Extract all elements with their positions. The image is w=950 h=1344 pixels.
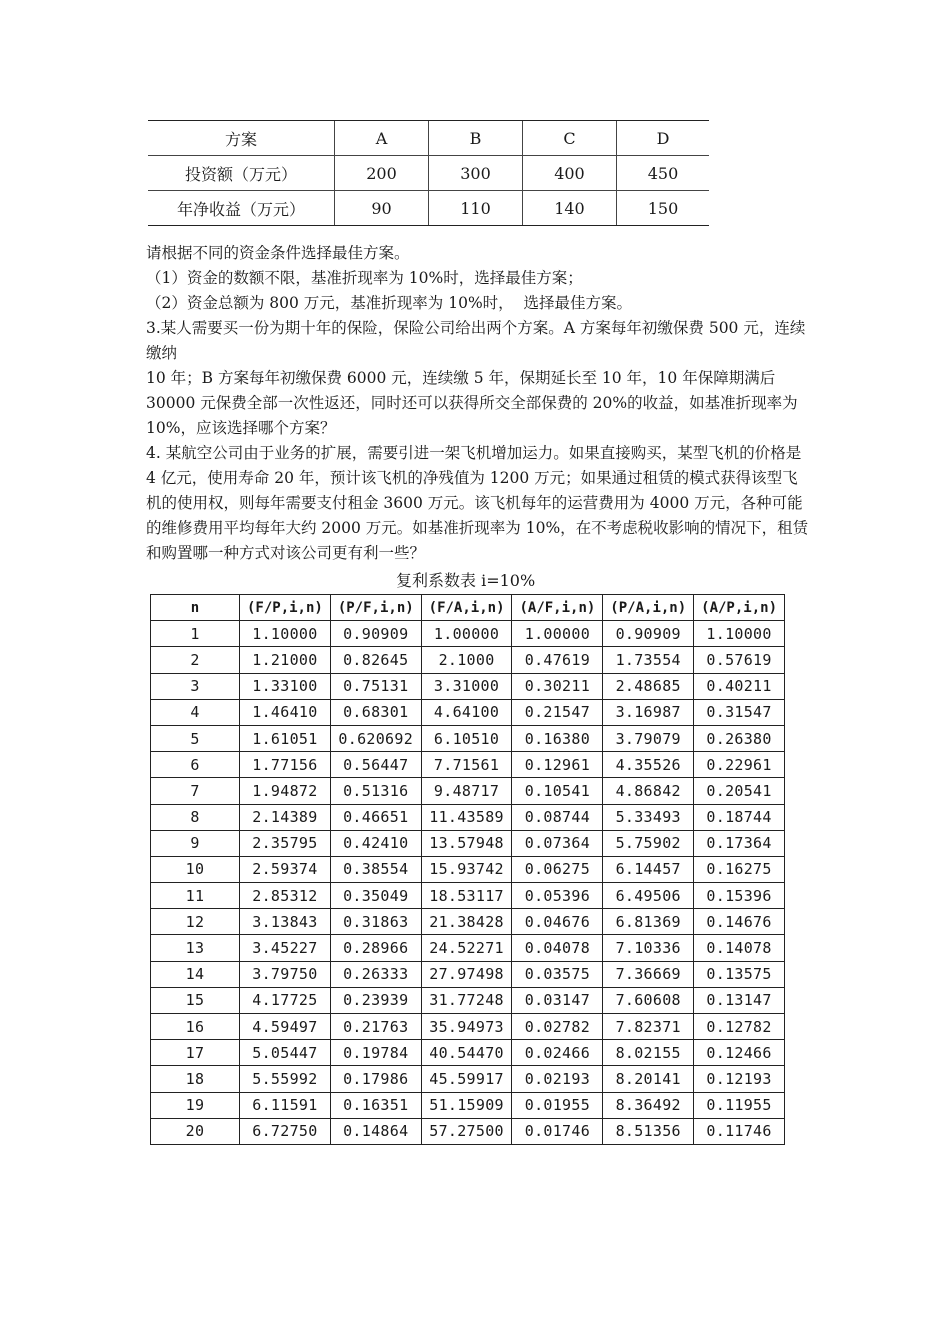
plan-cell: C: [522, 121, 616, 156]
table-cell: 3.31000: [421, 673, 512, 699]
table-cell: 0.23939: [330, 987, 421, 1013]
table-cell: 15: [151, 987, 240, 1013]
table-cell: 0.01955: [512, 1092, 603, 1118]
table-cell: 4: [151, 699, 240, 725]
table-row: [151, 1014, 785, 1040]
table-cell: 4.59497: [240, 1014, 331, 1040]
table-row: [151, 909, 785, 935]
plan-header-label: 方案: [148, 121, 335, 156]
table-cell: 4.86842: [603, 778, 694, 804]
table-row: [151, 778, 785, 804]
table-cell: 2.1000: [421, 647, 512, 673]
table-cell: 0.51316: [330, 778, 421, 804]
table-cell: 0.12782: [694, 1014, 785, 1040]
table-cell: 0.07364: [512, 830, 603, 856]
table-cell: 0.13147: [694, 987, 785, 1013]
income-label: 年净收益（万元）: [148, 191, 335, 226]
table-cell: 0.75131: [330, 673, 421, 699]
table-cell: 0.19784: [330, 1040, 421, 1066]
table-cell: 0.46651: [330, 804, 421, 830]
table-cell: 5.33493: [603, 804, 694, 830]
table-row: [151, 856, 785, 882]
table-cell: 0.16380: [512, 725, 603, 751]
paragraph-question-1: （1）资金的数额不限，基准折现率为 10%时，选择最佳方案；: [146, 269, 583, 287]
table-cell: 0.17986: [330, 1066, 421, 1092]
table-cell: 2.48685: [603, 673, 694, 699]
income-cell: 150: [616, 191, 709, 226]
table-cell: 3.16987: [603, 699, 694, 725]
table-cell: 0.56447: [330, 752, 421, 778]
table-cell: 17: [151, 1040, 240, 1066]
table-cell: 2.14389: [240, 804, 331, 830]
table-row: [151, 1066, 785, 1092]
table-cell: 0.68301: [330, 699, 421, 725]
table-row: [151, 699, 785, 725]
table-cell: 8.02155: [603, 1040, 694, 1066]
investment-cell: 450: [616, 156, 709, 191]
table-cell: 19: [151, 1092, 240, 1118]
table-cell: 0.42410: [330, 830, 421, 856]
table-cell: 0.05396: [512, 883, 603, 909]
table-cell: 10: [151, 856, 240, 882]
table-cell: 11.43589: [421, 804, 512, 830]
table-cell: 1.21000: [240, 647, 331, 673]
table-cell: 4.17725: [240, 987, 331, 1013]
table-cell: 0.11955: [694, 1092, 785, 1118]
table-cell: 0.620692: [330, 725, 421, 751]
table-cell: 0.31863: [330, 909, 421, 935]
factor-header-row: [151, 595, 785, 621]
table-cell: 24.52271: [421, 935, 512, 961]
table-row: [151, 883, 785, 909]
table-cell: 8: [151, 804, 240, 830]
paragraph-instruction: 请根据不同的资金条件选择最佳方案。: [146, 244, 410, 262]
investment-cell: 300: [428, 156, 522, 191]
table-cell: 6.10510: [421, 725, 512, 751]
table-cell: 0.03575: [512, 961, 603, 987]
table-cell: 8.36492: [603, 1092, 694, 1118]
income-row: [148, 191, 709, 226]
table-cell: 20: [151, 1118, 240, 1144]
table-cell: 0.01746: [512, 1118, 603, 1144]
table-cell: 2.85312: [240, 883, 331, 909]
table-cell: 0.18744: [694, 804, 785, 830]
table-row: [151, 804, 785, 830]
table-cell: 0.22961: [694, 752, 785, 778]
table-cell: 0.10541: [512, 778, 603, 804]
table-cell: 12: [151, 909, 240, 935]
table-cell: 0.03147: [512, 987, 603, 1013]
header-fp: (F/P,i,n): [240, 595, 331, 621]
factor-table-body: [151, 621, 785, 1145]
table-cell: 0.02466: [512, 1040, 603, 1066]
table-cell: 0.14864: [330, 1118, 421, 1144]
header-pa: (P/A,i,n): [603, 595, 694, 621]
table-cell: 0.35049: [330, 883, 421, 909]
table-cell: 0.38554: [330, 856, 421, 882]
table-cell: 0.57619: [694, 647, 785, 673]
table-cell: 57.27500: [421, 1118, 512, 1144]
table-cell: 7.36669: [603, 961, 694, 987]
table-cell: 6.81369: [603, 909, 694, 935]
table-cell: 0.28966: [330, 935, 421, 961]
table-cell: 11: [151, 883, 240, 909]
paragraph-question-2: （2）资金总额为 800 万元，基准折现率为 10%时， 选择最佳方案。: [146, 294, 633, 312]
investment-cell: 400: [522, 156, 616, 191]
table-cell: 35.94973: [421, 1014, 512, 1040]
header-n: n: [151, 595, 240, 621]
table-cell: 18: [151, 1066, 240, 1092]
table-cell: 15.93742: [421, 856, 512, 882]
table-cell: 0.90909: [603, 621, 694, 647]
table-row: [151, 1092, 785, 1118]
table-cell: 0.26333: [330, 961, 421, 987]
table-cell: 9.48717: [421, 778, 512, 804]
table-row: [151, 725, 785, 751]
table-row: [151, 987, 785, 1013]
table-cell: 0.12466: [694, 1040, 785, 1066]
table-cell: 0.17364: [694, 830, 785, 856]
table-cell: 0.90909: [330, 621, 421, 647]
table-cell: 7.82371: [603, 1014, 694, 1040]
table-row: [151, 621, 785, 647]
table-cell: 40.54470: [421, 1040, 512, 1066]
table-cell: 45.59917: [421, 1066, 512, 1092]
plan-cell: A: [335, 121, 429, 156]
table-cell: 1.94872: [240, 778, 331, 804]
table-cell: 7: [151, 778, 240, 804]
factor-table-title: 复利系数表 i=10%: [396, 571, 536, 590]
table-cell: 7.71561: [421, 752, 512, 778]
table-cell: 1.33100: [240, 673, 331, 699]
table-cell: 1.61051: [240, 725, 331, 751]
table-cell: 2: [151, 647, 240, 673]
table-row: [151, 752, 785, 778]
table-cell: 0.20541: [694, 778, 785, 804]
table-cell: 1.46410: [240, 699, 331, 725]
table-cell: 6.72750: [240, 1118, 331, 1144]
table-cell: 6.11591: [240, 1092, 331, 1118]
investment-cell: 200: [335, 156, 429, 191]
table-cell: 0.14676: [694, 909, 785, 935]
table-cell: 2.35795: [240, 830, 331, 856]
table-cell: 16: [151, 1014, 240, 1040]
table-row: [151, 673, 785, 699]
header-ap: (A/P,i,n): [694, 595, 785, 621]
table-row: [151, 1118, 785, 1144]
plan-cell: D: [616, 121, 709, 156]
investment-label: 投资额（万元）: [148, 156, 335, 191]
table-cell: 6.14457: [603, 856, 694, 882]
table-cell: 0.08744: [512, 804, 603, 830]
table-cell: 8.51356: [603, 1118, 694, 1144]
table-cell: 3.13843: [240, 909, 331, 935]
table-cell: 0.12193: [694, 1066, 785, 1092]
header-pf: (P/F,i,n): [330, 595, 421, 621]
table-cell: 5: [151, 725, 240, 751]
table-cell: 5.75902: [603, 830, 694, 856]
table-cell: 0.04676: [512, 909, 603, 935]
table-cell: 1.00000: [421, 621, 512, 647]
table-cell: 0.06275: [512, 856, 603, 882]
table-cell: 3.79079: [603, 725, 694, 751]
table-cell: 0.04078: [512, 935, 603, 961]
table-cell: 0.16275: [694, 856, 785, 882]
plan-cell: B: [428, 121, 522, 156]
income-cell: 140: [522, 191, 616, 226]
table-cell: 2.59374: [240, 856, 331, 882]
income-cell: 90: [335, 191, 429, 226]
table-cell: 3.79750: [240, 961, 331, 987]
header-fa: (F/A,i,n): [421, 595, 512, 621]
table-cell: 0.14078: [694, 935, 785, 961]
table-cell: 7.60608: [603, 987, 694, 1013]
table-cell: 1.77156: [240, 752, 331, 778]
table-cell: 0.40211: [694, 673, 785, 699]
table-cell: 0.02782: [512, 1014, 603, 1040]
table-cell: 0.02193: [512, 1066, 603, 1092]
paragraph-problem-4: 4. 某航空公司由于业务的扩展，需要引进一架飞机增加运力。如果直接购买，某型飞机的价格是 4 亿元，使用寿命 20 年，预计该飞机的净残值为 1200 万元；如果通过租赁的模式获得该型飞机的使用权，则每年需要支付租金 3600 万元。该飞机每年的运营费用为 4000 万元，各种可能的维修费用平均每年大约 2000 万元。如基准折现率为 10%，在不考虑税收影响的情况下，租赁和购置哪一种方式对该公司更有利一些？: [146, 444, 809, 562]
table-cell: 0.21547: [512, 699, 603, 725]
table-cell: 4.35526: [603, 752, 694, 778]
plan-header-row: [148, 121, 709, 156]
table-cell: 51.15909: [421, 1092, 512, 1118]
table-cell: 18.53117: [421, 883, 512, 909]
table-cell: 31.77248: [421, 987, 512, 1013]
table-row: [151, 830, 785, 856]
table-cell: 13: [151, 935, 240, 961]
table-cell: 0.82645: [330, 647, 421, 673]
table-cell: 0.13575: [694, 961, 785, 987]
table-cell: 6: [151, 752, 240, 778]
table-cell: 0.16351: [330, 1092, 421, 1118]
table-cell: 0.21763: [330, 1014, 421, 1040]
table-cell: 1.10000: [694, 621, 785, 647]
table-cell: 6.49506: [603, 883, 694, 909]
table-cell: 1.73554: [603, 647, 694, 673]
table-cell: 21.38428: [421, 909, 512, 935]
table-cell: 4.64100: [421, 699, 512, 725]
table-cell: 27.97498: [421, 961, 512, 987]
table-cell: 0.26380: [694, 725, 785, 751]
table-row: [151, 1040, 785, 1066]
paragraph-problem-3b: 10 年；B 方案每年初缴保费 6000 元，连续缴 5 年，保期延长至 10 年，10 年保障期满后 30000 元保费全部一次性返还，同时还可以获得所交全部保费的 20%的收益，如基准折现率为 10%，应该选择哪个方案？: [146, 369, 803, 437]
table-cell: 5.55992: [240, 1066, 331, 1092]
table-cell: 7.10336: [603, 935, 694, 961]
table-row: [151, 935, 785, 961]
table-cell: 14: [151, 961, 240, 987]
compound-interest-table: [150, 594, 785, 1145]
table-cell: 0.12961: [512, 752, 603, 778]
table-cell: 1: [151, 621, 240, 647]
table-cell: 8.20141: [603, 1066, 694, 1092]
table-row: [151, 647, 785, 673]
investment-row: [148, 156, 709, 191]
table-cell: 5.05447: [240, 1040, 331, 1066]
paragraph-problem-3a: 3.某人需要买一份为期十年的保险，保险公司给出两个方案。A 方案每年初缴保费 500 元，连续缴纳: [146, 319, 806, 362]
plan-table: [148, 120, 709, 226]
table-cell: 1.00000: [512, 621, 603, 647]
table-cell: 0.11746: [694, 1118, 785, 1144]
header-af: (A/F,i,n): [512, 595, 603, 621]
table-cell: 9: [151, 830, 240, 856]
table-cell: 0.15396: [694, 883, 785, 909]
table-cell: 0.31547: [694, 699, 785, 725]
table-cell: 0.30211: [512, 673, 603, 699]
income-cell: 110: [428, 191, 522, 226]
table-cell: 3: [151, 673, 240, 699]
table-cell: 0.47619: [512, 647, 603, 673]
table-cell: 1.10000: [240, 621, 331, 647]
table-cell: 13.57948: [421, 830, 512, 856]
table-cell: 3.45227: [240, 935, 331, 961]
table-row: [151, 961, 785, 987]
